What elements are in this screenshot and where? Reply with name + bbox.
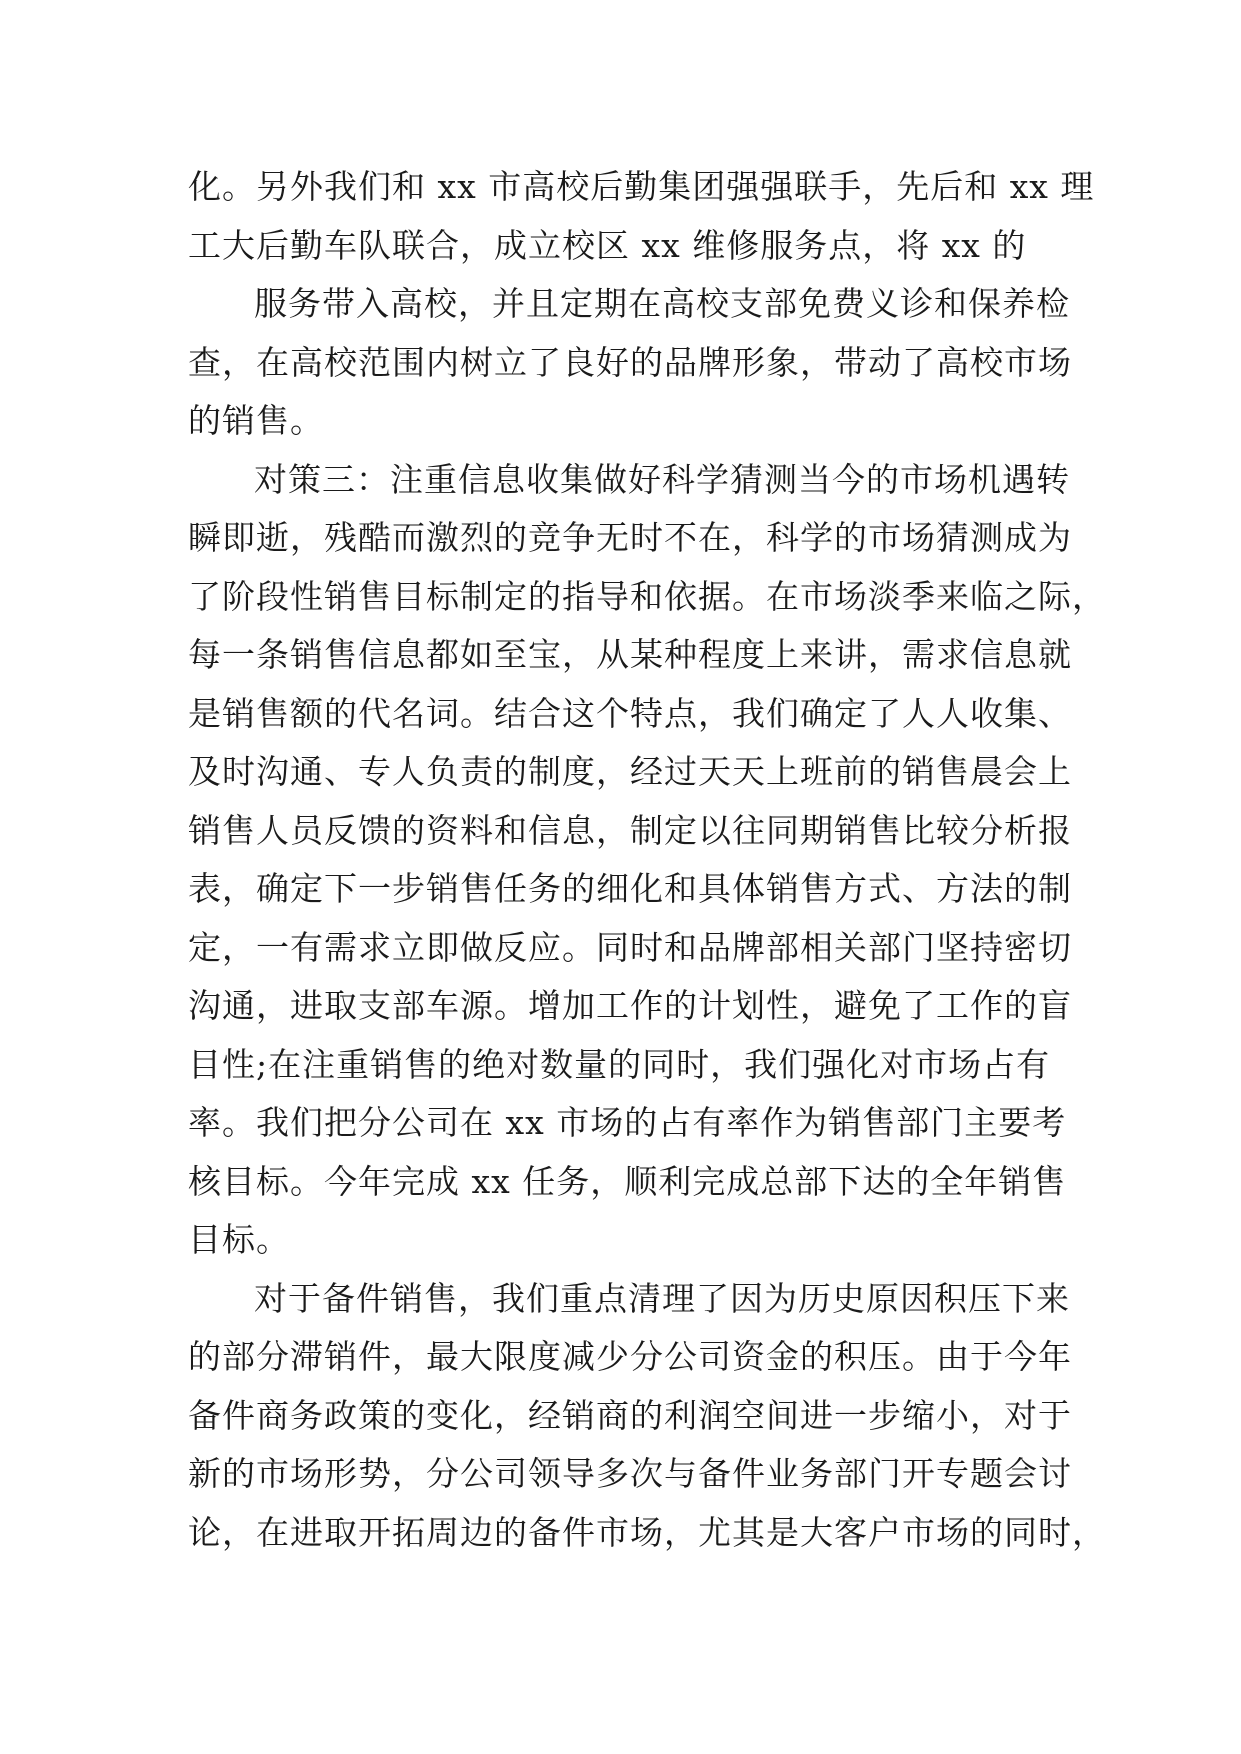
text-line: 及时沟通、专人负责的制度，经过天天上班前的销售晨会上	[188, 752, 1072, 791]
text-line: 对策三：注重信息收集做好科学猜测当今的市场机遇转	[254, 459, 1070, 499]
body-text	[188, 158, 1106, 1562]
text-line: 了阶段性销售目标制定的指导和依据。在市场淡季来临之际，	[188, 576, 1106, 616]
text-line: 对于备件销售，我们重点清理了因为历史原因积压下来	[254, 1278, 1070, 1318]
text-line: 服务带入高校，并且定期在高校支部免费义诊和保养检	[254, 284, 1070, 323]
text-line: 核目标。今年完成 xx 任务，顺利完成总部下达的全年销售	[188, 1161, 1067, 1201]
text-line: 工大后勤车队联合，成立校区 xx 维修服务点，将 xx 的	[188, 225, 1027, 265]
text-line: 定，一有需求立即做反应。同时和品牌部相关部门坚持密切	[188, 927, 1072, 967]
text-line: 率。我们把分公司在 xx 市场的占有率作为销售部门主要考	[188, 1103, 1067, 1142]
text-line: 化。另外我们和 xx 市高校后勤集团强强联手，先后和 xx 理	[188, 167, 1095, 206]
text-line: 目性;在注重销售的绝对数量的同时，我们强化对市场占有	[188, 1044, 1051, 1084]
text-line: 销售人员反馈的资料和信息，制定以往同期销售比较分析报	[188, 810, 1072, 850]
text-line: 沟通，进取支部车源。增加工作的计划性，避免了工作的盲	[188, 986, 1072, 1025]
text-line: 查，在高校范围内树立了良好的品牌形象，带动了高校市场	[188, 342, 1072, 382]
text-line: 表，确定下一步销售任务的细化和具体销售方式、方法的制	[188, 869, 1072, 908]
text-line: 是销售额的代名词。结合这个特点，我们确定了人人收集、	[188, 693, 1072, 733]
text-line: 瞬即逝，残酷而激烈的竞争无时不在，科学的市场猜测成为	[188, 518, 1072, 557]
text-line: 的销售。	[188, 401, 324, 440]
text-line: 目标。	[188, 1220, 290, 1259]
text-line: 论，在进取开拓周边的备件市场，尤其是大客户市场的同时，	[188, 1512, 1106, 1552]
text-line: 备件商务政策的变化，经销商的利润空间进一步缩小，对于	[188, 1395, 1072, 1435]
text-line: 新的市场形势，分公司领导多次与备件业务部门开专题会讨	[188, 1454, 1072, 1493]
text-line: 的部分滞销件，最大限度减少分公司资金的积压。由于今年	[188, 1337, 1072, 1376]
text-line: 每一条销售信息都如至宝，从某种程度上来讲，需求信息就	[188, 635, 1072, 674]
